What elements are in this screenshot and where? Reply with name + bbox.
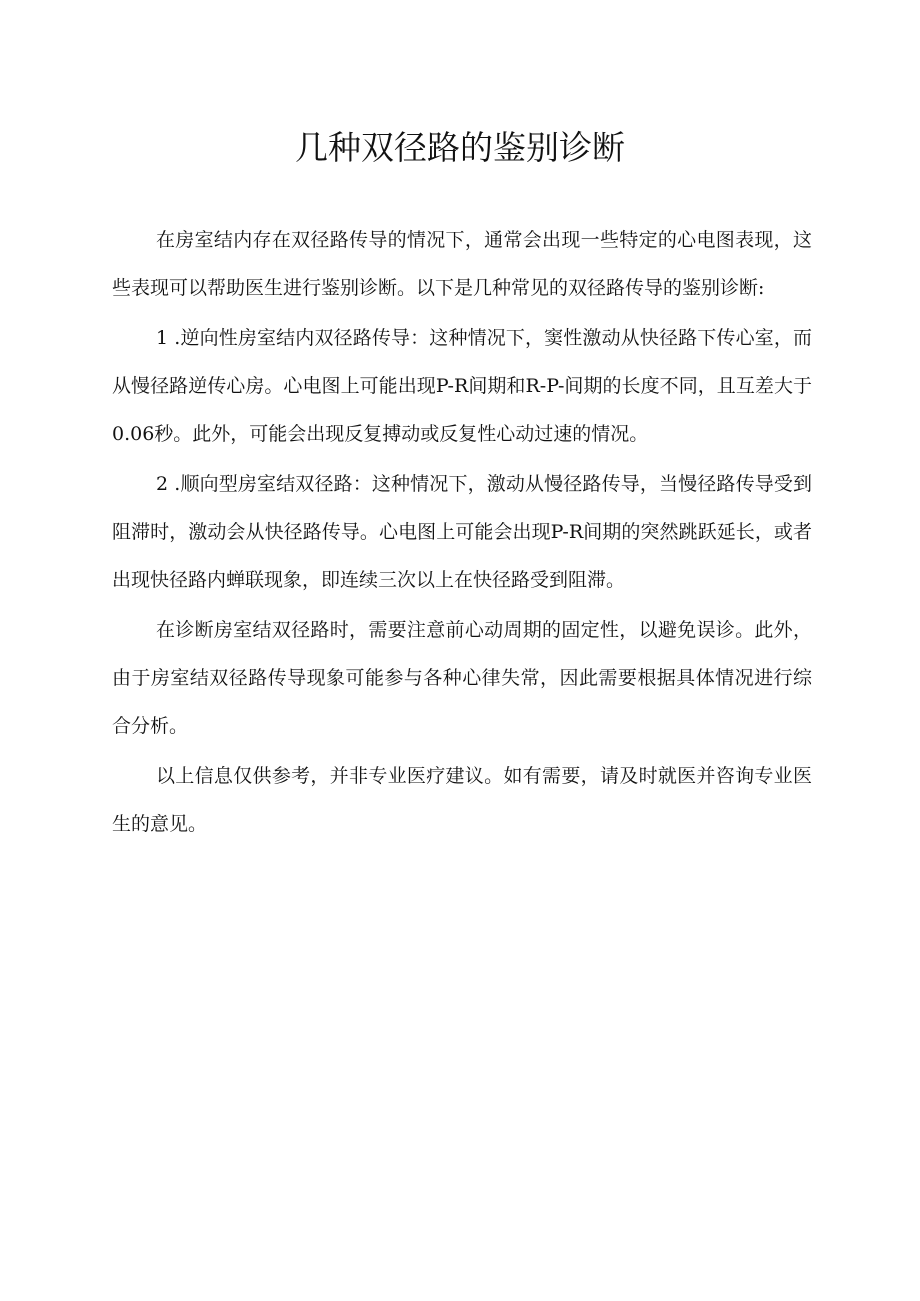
paragraph-diagnosis-note: 在诊断房室结双径路时，需要注意前心动周期的固定性，以避免误诊。此外，由于房室结双径路传导现象可能参与各种心律失常，因此需要根据具体情况进行综合分析。 bbox=[112, 619, 812, 737]
paragraph-disclaimer: 以上信息仅供参考，并非专业医疗建议。如有需要，请及时就医并咨询专业医生的意见。 bbox=[112, 765, 812, 835]
paragraph-intro: 在房室结内存在双径路传导的情况下，通常会出现一些特定的心电图表现，这些表现可以帮助医生进行鉴别诊断。以下是几种常见的双径路传导的鉴别诊断: bbox=[112, 229, 812, 299]
paragraph-item-2: 2 .顺向型房室结双径路：这种情况下，激动从慢径路传导，当慢径路传导受到阻滞时，激动会从快径路传导。心电图上可能会出现P-R间期的突然跳跃延长，或者出现快径路内蝉联现象，即连续三次以上在快径路受到阻滞。 bbox=[112, 473, 812, 591]
paragraph-item-1: 1 .逆向性房室结内双径路传导：这种情况下，窦性激动从快径路下传心室，而从慢径路逆传心房。心电图上可能出现P-R间期和R-P-间期的长度不同，且互差大于0.06秒。此外，可能会出现反复搏动或反复性心动过速的情况。 bbox=[112, 327, 812, 445]
document-body bbox=[112, 216, 812, 848]
document-title: 几种双径路的鉴别诊断 bbox=[295, 128, 625, 167]
